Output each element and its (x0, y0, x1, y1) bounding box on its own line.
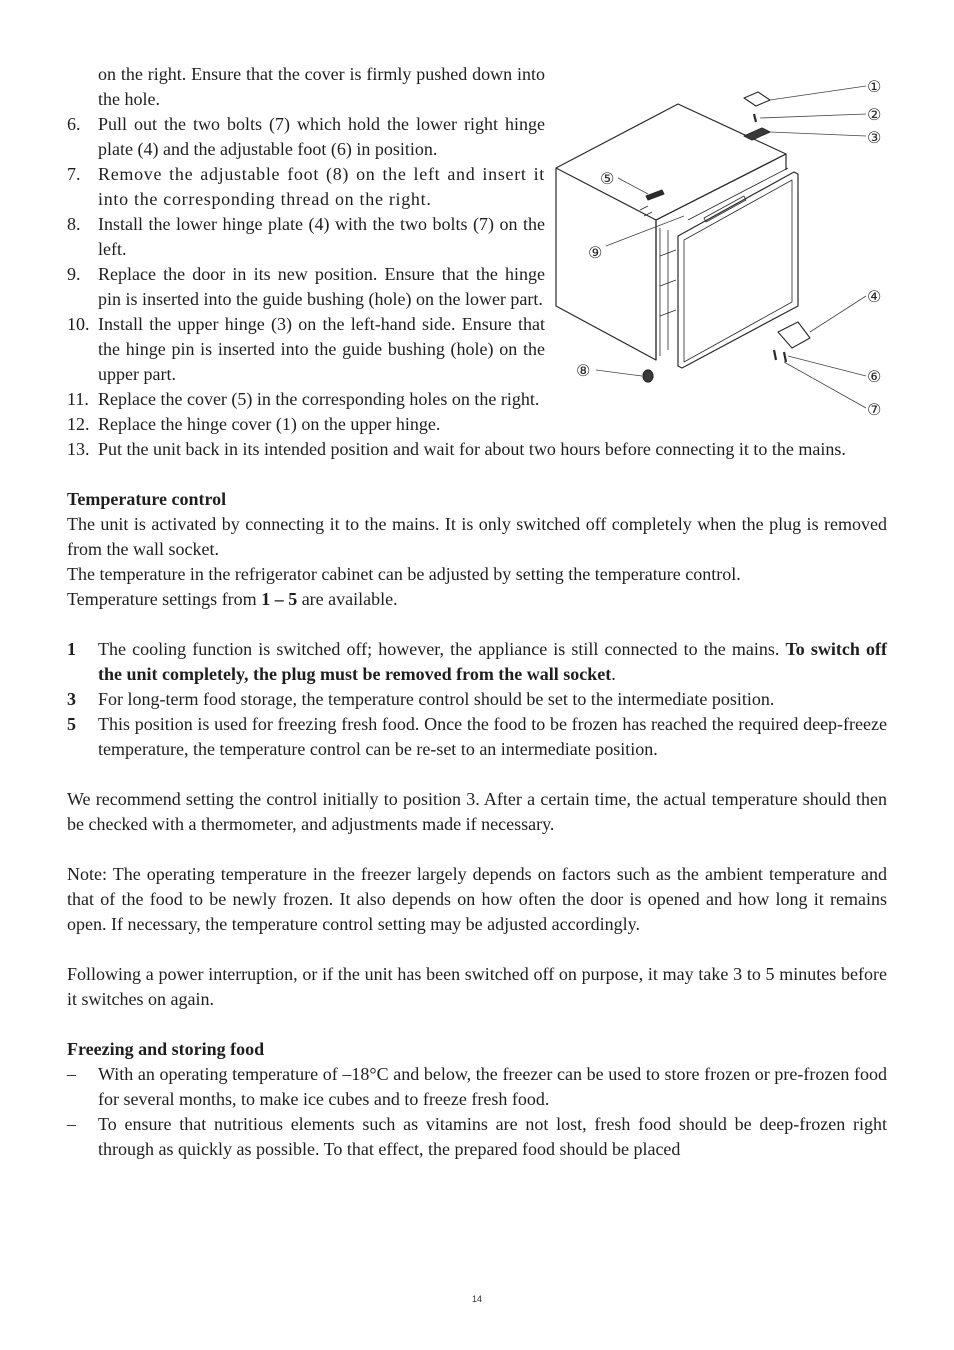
callout-7: ⑦ (867, 400, 882, 419)
callout-4: ④ (867, 287, 882, 306)
appliance-diagram (548, 70, 893, 425)
power-interruption-paragraph: Following a power interruption, or if the unit has been switched off on purpose, it may take 3 to 5 minutes before it switches on again. (67, 964, 887, 1009)
text-run: Temperature settings from (67, 589, 262, 609)
step-number: 13. (67, 439, 90, 459)
cabinet-side (556, 168, 656, 360)
recommendation-paragraph: We recommend setting the control initially to position 3. After a certain time, the actual temperature should then be checked with a thermometer, and adjustments made if necessary. (67, 789, 887, 834)
setting-number: 3 (67, 689, 76, 709)
step-text: Put the unit back in its intended position and wait for about two hours before connecting it to the mains. (98, 439, 846, 459)
callout-5: ⑤ (600, 169, 615, 188)
setting-number: 5 (67, 714, 76, 734)
freezing-list (67, 1062, 887, 1162)
page-number: 14 (471, 1294, 482, 1304)
freezing-text: To ensure that nutritious elements such as vitamins are not lost, fresh food should be deep-frozen right through as quickly as possible. To that effect, the prepared food should be placed (98, 1114, 887, 1159)
bold-run: 1 – 5 (261, 589, 298, 609)
setting-text: For long-term food storage, the temperature control should be set to the intermediate position. (98, 689, 775, 709)
text-run: . (611, 664, 616, 684)
setting-item (67, 687, 887, 712)
setting-item (67, 712, 887, 762)
step-number: 7. (67, 164, 81, 184)
step-number: 11. (67, 389, 89, 409)
step-number: 10. (67, 314, 90, 334)
step-number: 9. (67, 264, 81, 284)
callout-9: ⑨ (588, 243, 603, 262)
temperature-paragraph: The temperature in the refrigerator cabinet can be adjusted by setting the temperature control. (67, 564, 741, 584)
step-item (67, 437, 887, 462)
setting-number: 1 (67, 639, 76, 659)
dash-bullet: – (67, 1114, 76, 1134)
text-run: The cooling function is switched off; however, the appliance is still connected to the mains. (98, 639, 786, 659)
step-item (67, 212, 545, 262)
note-paragraph: Note: The operating temperature in the freezer largely depends on factors such as the ambient temperature and that of the food to be newly frozen. It also depends on how often the door is opened and how long it remains open. If necessary, the temperature control setting may be adjusted accordingly. (67, 864, 887, 934)
step-item (67, 262, 545, 312)
section-heading-freezing: Freezing and storing food (67, 1039, 265, 1059)
callout-3: ③ (867, 128, 882, 147)
section-heading-temperature: Temperature control (67, 489, 227, 509)
step-5-continuation: on the right. Ensure that the cover is firmly pushed down into the hole. (98, 64, 545, 109)
door-reversal-steps-top (67, 62, 545, 387)
temperature-settings-list (67, 637, 887, 762)
freezing-item (67, 1062, 887, 1112)
temperature-settings-range (67, 587, 887, 612)
step-item (67, 312, 545, 387)
step-text: Replace the hinge cover (1) on the upper hinge. (98, 414, 441, 434)
step-text: Replace the door in its new position. Ensure that the hinge pin is inserted into the guide bushing (hole) on the lower part. (98, 264, 545, 309)
step-item (67, 112, 545, 162)
callout-2: ② (867, 105, 882, 124)
callout-8: ⑧ (576, 361, 591, 380)
callout-6: ⑥ (867, 367, 882, 386)
step-number: 12. (67, 414, 90, 434)
setting-text: This position is used for freezing fresh food. Once the food to be frozen has reached the required deep-freeze temperature, the temperature control can be re-set to an intermediate position. (98, 714, 887, 759)
callout-1: ① (867, 77, 882, 96)
dash-bullet: – (67, 1064, 76, 1084)
step-text: Replace the cover (5) in the corresponding holes on the right. (98, 389, 540, 409)
freezing-item (67, 1112, 887, 1162)
setting-text (98, 637, 887, 687)
temperature-paragraph: The unit is activated by connecting it to the mains. It is only switched off completely when the plug is removed from the wall socket. (67, 514, 887, 559)
step-number: 8. (67, 214, 81, 234)
door (678, 172, 798, 368)
step-text: Pull out the two bolts (7) which hold the lower right hinge plate (4) and the adjustable foot (6) in position. (98, 114, 545, 159)
step-text: Install the upper hinge (3) on the left-hand side. Ensure that the hinge pin is inserted into the guide bushing (hole) on the upper part. (98, 314, 545, 384)
bold-run: To switch off the unit completely, the plug must be removed from the wall socket (98, 639, 887, 684)
step-item (67, 162, 545, 212)
step-text: Remove the adjustable foot (8) on the left and insert it into the corresponding thread on the right. (98, 164, 545, 209)
setting-item (67, 637, 887, 687)
step-text: Install the lower hinge plate (4) with the two bolts (7) on the left. (98, 214, 545, 259)
text-run: are available. (297, 589, 398, 609)
step-number: 6. (67, 114, 81, 134)
freezing-text: With an operating temperature of –18°C and below, the freezer can be used to store frozen or pre-frozen food for several months, to make ice cubes and to freeze fresh food. (98, 1064, 887, 1109)
